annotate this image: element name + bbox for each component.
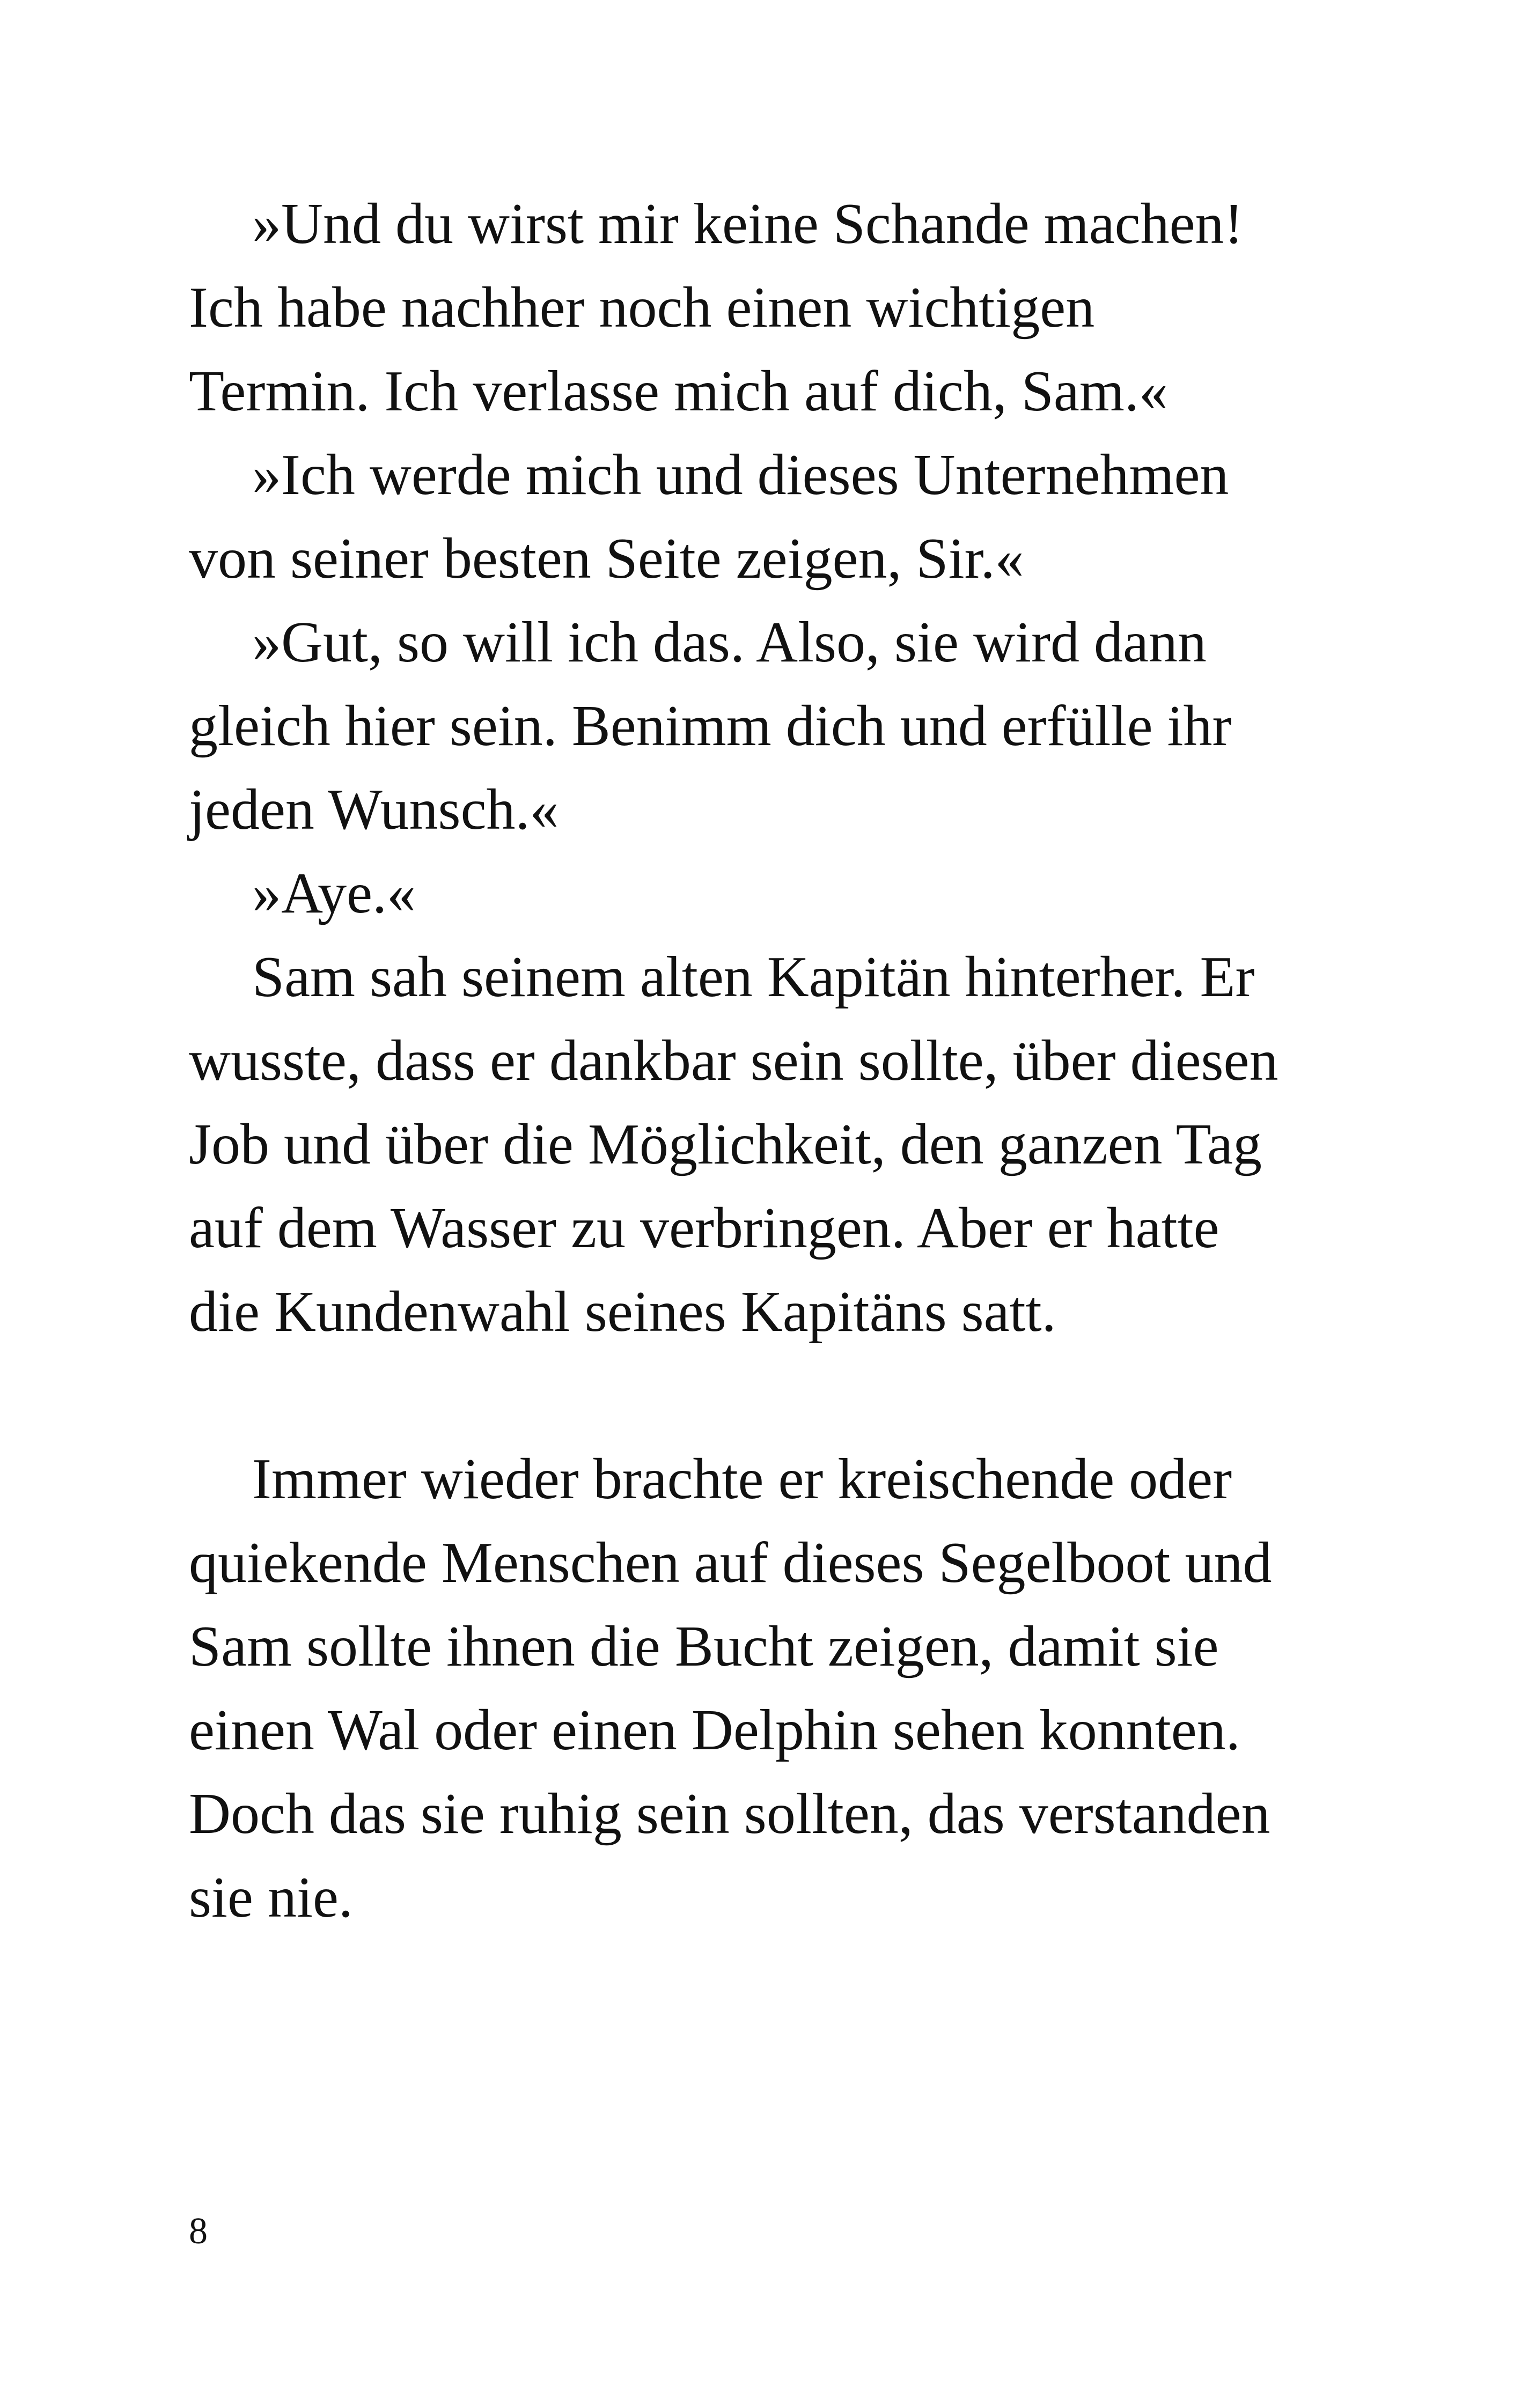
paragraph-4: »Aye.« — [252, 861, 416, 925]
paragraph-3: »Gut, so will ich das. Also, sie wird dann gleich hier sein. Benimm dich und erfülle ihr jeden Wunsch.« — [189, 610, 1232, 842]
paragraph-5: Sam sah seinem alten Kapitän hinterher. Er wusste, dass er dankbar sein sollte, über diesen Job und über die Möglichkeit, den ganzen Tag auf dem Wasser zu verbringen. Aber er hatte die Kundenwahl seines Kapitäns satt. — [189, 945, 1278, 1344]
body-text — [189, 182, 1316, 1940]
section-break — [189, 1354, 1316, 1438]
page-number: 8 — [189, 2211, 208, 2252]
paragraph-2: »Ich werde mich und dieses Unternehmen von seiner besten Seite zeigen, Sir.« — [189, 443, 1229, 591]
paragraph-1: »Und du wirst mir keine Schande machen! Ich habe nachher noch einen wichtigen Termin. Ich verlasse mich auf dich, Sam.« — [189, 192, 1244, 423]
paragraph-6: Immer wieder brachte er kreischende oder quiekende Menschen auf dieses Segelboot und Sam sollte ihnen die Bucht zeigen, damit sie einen Wal oder einen Delphin sehen konnten. Doch das sie ruhig sein sollten, das verstanden sie nie. — [189, 1447, 1272, 1930]
